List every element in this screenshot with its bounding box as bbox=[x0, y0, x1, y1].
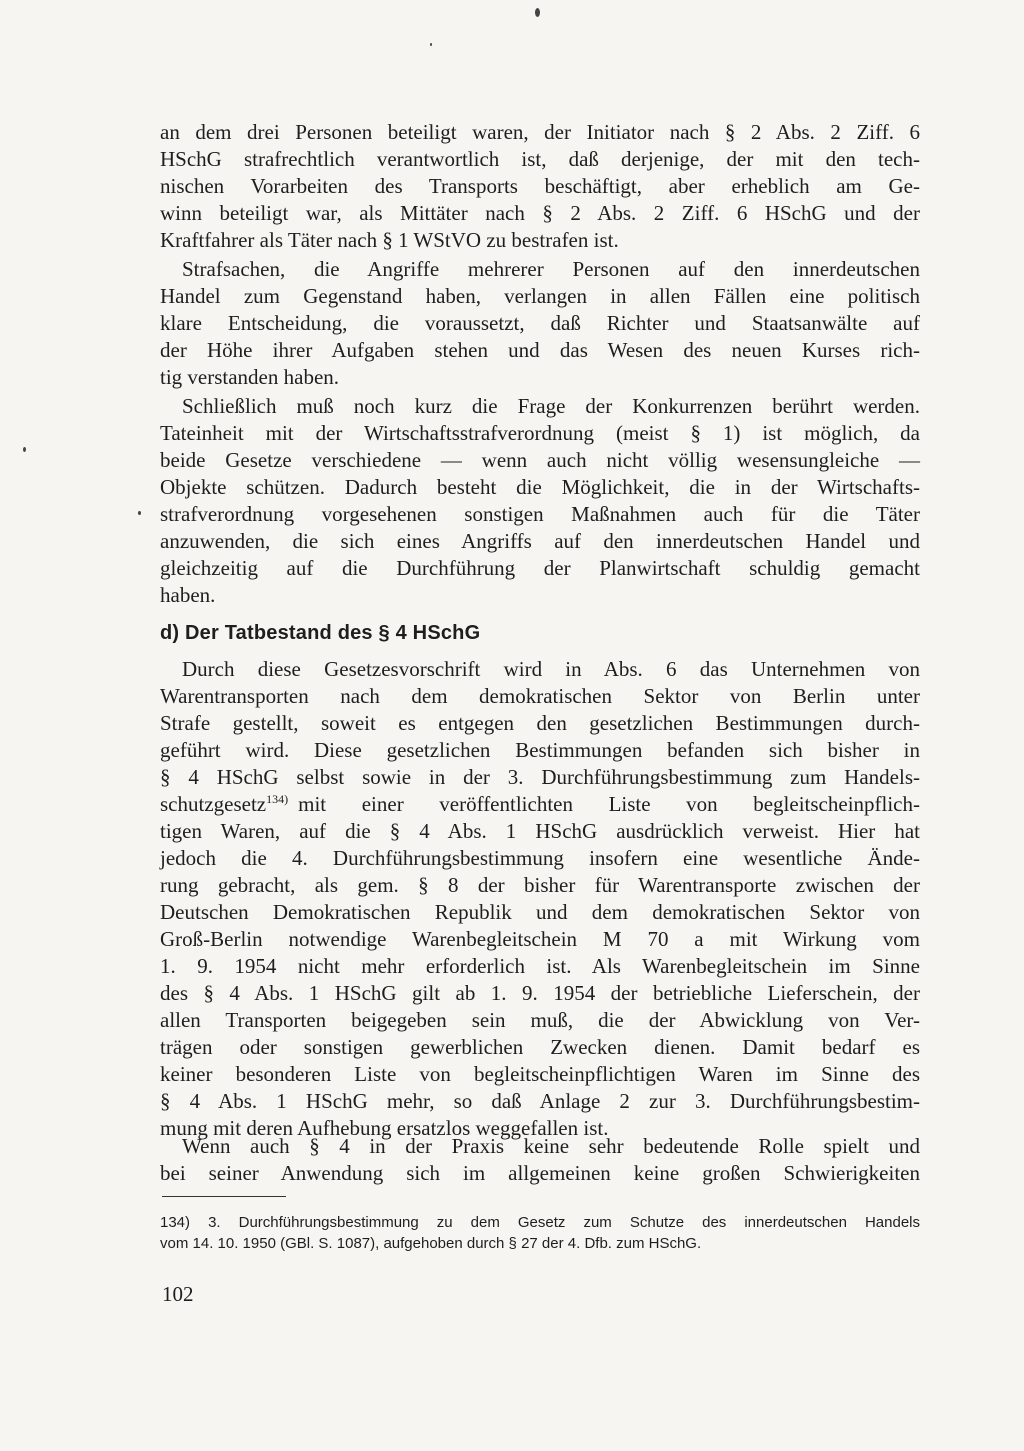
text-fragment: schutzgesetz bbox=[160, 792, 267, 816]
text-line: rung gebracht, als gem. § 8 der bisher für Warentransporte zwischen der bbox=[160, 873, 920, 897]
paragraph-4 bbox=[160, 656, 920, 1142]
text-line: bei seiner Anwendung sich im allgemeinen keine großen Schwierigkeiten bbox=[160, 1161, 920, 1185]
text-line: Warentransporten nach dem demokratischen Sektor von Berlin unter bbox=[160, 684, 920, 708]
text-fragment: mit einer veröffentlichten Liste von begleitscheinpflich- bbox=[298, 792, 920, 816]
scan-speck bbox=[23, 447, 26, 452]
text-line: tig verstanden haben. bbox=[160, 365, 340, 389]
text-line: § 4 Abs. 1 HSchG mehr, so daß Anlage 2 zur 3. Durchführungsbestim- bbox=[160, 1089, 920, 1113]
text-line: Objekte schützen. Dadurch besteht die Möglichkeit, die in der Wirtschafts- bbox=[160, 475, 920, 499]
text-line: Deutschen Demokratischen Republik und dem demokratischen Sektor von bbox=[160, 900, 920, 924]
paragraph-1 bbox=[160, 119, 920, 254]
scan-speck bbox=[430, 43, 432, 46]
text-line: HSchG strafrechtlich verantwortlich ist, daß derjenige, der mit den tech- bbox=[160, 147, 920, 171]
text-line-with-footnote bbox=[160, 791, 920, 818]
text-line: allen Transporten beigegeben sein muß, die der Abwicklung von Ver- bbox=[160, 1008, 920, 1032]
text-line: § 4 HSchG selbst sowie in der 3. Durchführungsbestimmung zum Handels- bbox=[160, 765, 920, 789]
text-line: Wenn auch § 4 in der Praxis keine sehr bedeutende Rolle spielt und bbox=[182, 1134, 920, 1158]
page-number: 102 bbox=[162, 1282, 194, 1306]
text-line: des § 4 Abs. 1 HSchG gilt ab 1. 9. 1954 der betriebliche Lieferschein, der bbox=[160, 981, 920, 1005]
section-heading: d) Der Tatbestand des § 4 HSchG bbox=[160, 622, 481, 644]
text-line: nischen Vorarbeiten des Transports beschäftigt, aber erheblich am Ge- bbox=[160, 174, 920, 198]
text-line: klare Entscheidung, die voraussetzt, daß Richter und Staatsanwälte auf bbox=[160, 311, 920, 335]
footnote-separator bbox=[162, 1196, 286, 1197]
text-line: winn beteiligt war, als Mittäter nach § 2 Abs. 2 Ziff. 6 HSchG und der bbox=[160, 201, 920, 225]
text-line: jedoch die 4. Durchführungsbestimmung insofern eine wesentliche Ände- bbox=[160, 846, 920, 870]
text-line: Kraftfahrer als Täter nach § 1 WStVO zu bestrafen ist. bbox=[160, 228, 619, 252]
text-line: Groß-Berlin notwendige Warenbegleitschein M 70 a mit Wirkung vom bbox=[160, 927, 920, 951]
text-line: strafverordnung vorgesehenen sonstigen Maßnahmen auch für die Täter bbox=[160, 502, 920, 526]
text-line: beide Gesetze verschiedene — wenn auch nicht völlig wesensungleiche — bbox=[160, 448, 920, 472]
text-line: an dem drei Personen beteiligt waren, der Initiator nach § 2 Abs. 2 Ziff. 6 bbox=[160, 120, 920, 144]
text-line: Strafe gestellt, soweit es entgegen den gesetzlichen Bestimmungen durch- bbox=[160, 711, 920, 735]
text-line: haben. bbox=[160, 583, 216, 607]
text-line: der Höhe ihrer Aufgaben stehen und das Wesen des neuen Kurses rich- bbox=[160, 338, 920, 362]
text-line: mung mit deren Aufhebung ersatzlos weggefallen ist. bbox=[160, 1116, 609, 1140]
text-line: tigen Waren, auf die § 4 Abs. 1 HSchG ausdrücklich verweist. Hier hat bbox=[160, 819, 920, 843]
text-line: Tateinheit mit der Wirtschaftsstrafverordnung (meist § 1) ist möglich, da bbox=[160, 421, 920, 445]
paragraph-5 bbox=[160, 1133, 920, 1187]
text-line: Strafsachen, die Angriffe mehrerer Personen auf den innerdeutschen bbox=[182, 257, 920, 281]
text-line: 1. 9. 1954 nicht mehr erforderlich ist. Als Warenbegleitschein im Sinne bbox=[160, 954, 920, 978]
paragraph-3 bbox=[160, 393, 920, 609]
footnote bbox=[160, 1212, 920, 1254]
text-line: Schließlich muß noch kurz die Frage der Konkurrenzen berührt werden. bbox=[182, 394, 920, 418]
text-line: anzuwenden, die sich eines Angriffs auf den innerdeutschen Handel und bbox=[160, 529, 920, 553]
footnote-reference[interactable]: 134) bbox=[266, 792, 289, 806]
paragraph-2 bbox=[160, 256, 920, 391]
text-line: Durch diese Gesetzesvorschrift wird in Abs. 6 das Unternehmen von bbox=[182, 657, 920, 681]
scan-speck bbox=[535, 8, 540, 17]
scan-speck bbox=[138, 511, 141, 515]
text-line: Handel zum Gegenstand haben, verlangen in allen Fällen eine politisch bbox=[160, 284, 920, 308]
footnote-line: 134) 3. Durchführungsbestimmung zu dem Gesetz zum Schutze des innerdeutschen Handels bbox=[160, 1214, 920, 1231]
text-fragment bbox=[160, 791, 288, 818]
footnote-line: vom 14. 10. 1950 (GBl. S. 1087), aufgehoben durch § 27 der 4. Dfb. zum HSchG. bbox=[160, 1235, 702, 1252]
text-line: geführt wird. Diese gesetzlichen Bestimmungen befanden sich bisher in bbox=[160, 738, 920, 762]
text-line: trägen oder sonstigen gewerblichen Zwecken dienen. Damit bedarf es bbox=[160, 1035, 920, 1059]
text-line: keiner besonderen Liste von begleitscheinpflichtigen Waren im Sinne des bbox=[160, 1062, 920, 1086]
text-line: gleichzeitig auf die Durchführung der Planwirtschaft schuldig gemacht bbox=[160, 556, 920, 580]
